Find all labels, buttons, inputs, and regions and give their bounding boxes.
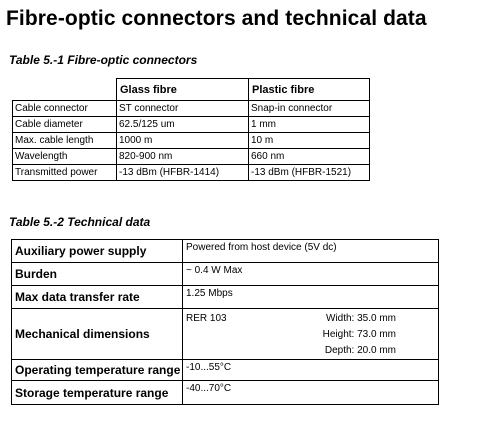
table-row [12, 309, 439, 360]
table-row [12, 263, 439, 286]
row-label: Transmitted power [13, 165, 117, 181]
row-value: Powered from host device (5V dc) [183, 240, 439, 263]
header-plastic-fibre: Plastic fibre [249, 79, 370, 101]
glass-fibre-value: 820-900 nm [117, 149, 249, 165]
plastic-fibre-value: 660 nm [249, 149, 370, 165]
row-value: 1.25 Mbps [183, 286, 439, 309]
table-row [12, 360, 439, 381]
row-label: Wavelength [13, 149, 117, 165]
table-row [12, 240, 439, 263]
header-empty-cell [13, 79, 117, 101]
row-label: Operating temperature range [12, 360, 183, 381]
dimension-depth: Depth: 20.0 mm [324, 345, 396, 356]
header-glass-fibre: Glass fibre [117, 79, 249, 101]
row-label: Max. cable length [13, 133, 117, 149]
table-row [13, 133, 370, 149]
mechanical-dimensions-block [186, 311, 438, 359]
plastic-fibre-value: Snap-in connector [249, 101, 370, 117]
technical-data-table [11, 239, 439, 405]
page-title: Fibre-optic connectors and technical data [6, 7, 427, 30]
table-row [13, 117, 370, 133]
model-name: RER 103 [186, 313, 227, 324]
table-caption-connectors: Table 5.-1 Fibre-optic connectors [9, 53, 198, 67]
plastic-fibre-value: 10 m [249, 133, 370, 149]
row-label: Auxiliary power supply [12, 240, 183, 263]
row-value-mechanical [183, 309, 439, 360]
glass-fibre-value: -13 dBm (HFBR-1414) [117, 165, 249, 181]
dimension-height: Height: 73.0 mm [322, 329, 396, 340]
fibre-optic-connectors-table [12, 78, 370, 181]
row-label: Burden [12, 263, 183, 286]
row-label: Cable connector [13, 101, 117, 117]
row-label: Storage temperature range [12, 381, 183, 405]
dimension-list [323, 311, 396, 359]
row-label: Cable diameter [13, 117, 117, 133]
plastic-fibre-value: 1 mm [249, 117, 370, 133]
table-row [13, 165, 370, 181]
glass-fibre-value: 1000 m [117, 133, 249, 149]
table-row [12, 286, 439, 309]
table-row [13, 149, 370, 165]
table-row [13, 101, 370, 117]
row-value: ~ 0.4 W Max [183, 263, 439, 286]
row-label: Max data transfer rate [12, 286, 183, 309]
glass-fibre-value: ST connector [117, 101, 249, 117]
row-value: -10...55°C [183, 360, 439, 381]
glass-fibre-value: 62.5/125 um [117, 117, 249, 133]
table-header-row [13, 79, 370, 101]
table-row [12, 381, 439, 405]
dimension-width: Width: 35.0 mm [325, 313, 396, 324]
plastic-fibre-value: -13 dBm (HFBR-1521) [249, 165, 370, 181]
row-label: Mechanical dimensions [12, 309, 183, 360]
row-value: -40...70°C [183, 381, 439, 405]
table-caption-technical-data: Table 5.-2 Technical data [9, 215, 151, 229]
